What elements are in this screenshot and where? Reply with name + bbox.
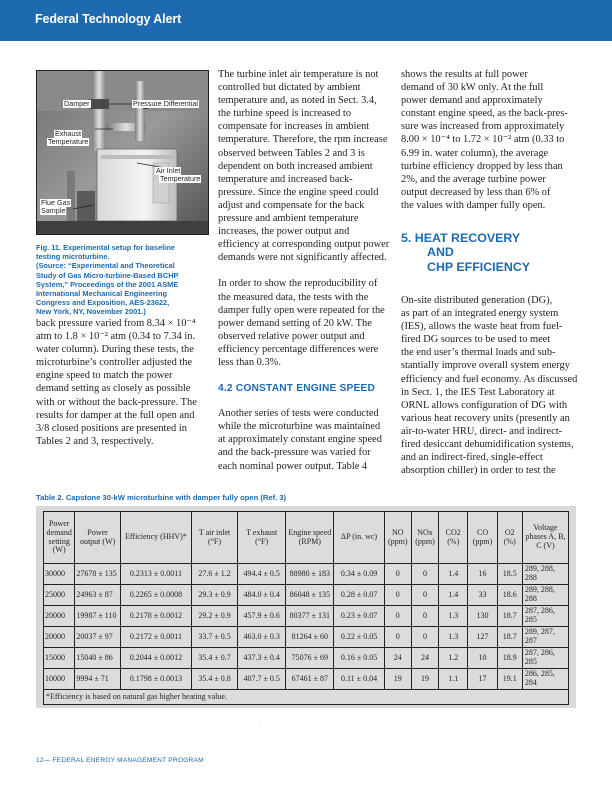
table-cell: 24963 ± 87 bbox=[75, 585, 120, 606]
text-line: back pressure varied from 8.34 × 10⁻⁴ bbox=[36, 318, 196, 329]
table-cell: 457.9 ± 0.6 bbox=[238, 606, 286, 627]
table-2 bbox=[43, 511, 569, 705]
table-cell: 287, 286, 285 bbox=[522, 606, 568, 627]
table-row bbox=[44, 564, 569, 585]
text-line: demand of 30 kW only. At the full bbox=[401, 82, 544, 94]
table-row bbox=[44, 606, 569, 627]
table-header-cell: CO (ppm) bbox=[468, 512, 497, 564]
text-line: demand setting as closely as possible bbox=[36, 383, 191, 395]
label-exhaust-2: Temperature bbox=[48, 137, 89, 146]
table-cell: 15040 ± 86 bbox=[75, 648, 120, 669]
text-line: and an indirect-fired, single-effect bbox=[401, 452, 543, 464]
caption-line: Fig. 11. Experimental setup for baseline bbox=[36, 243, 175, 252]
label-flue-gas-2: Sample bbox=[41, 206, 66, 215]
text-line: 8.00 × 10⁻⁴ to 1.72 × 10⁻² atm (0.33 to bbox=[401, 134, 565, 146]
figure-11-photo bbox=[36, 70, 209, 235]
text-line: engine speed to match the power bbox=[36, 370, 173, 382]
table-cell: 24 bbox=[384, 648, 411, 669]
table-cell: 35.4 ± 0.8 bbox=[192, 669, 238, 690]
table-cell: 0 bbox=[384, 585, 411, 606]
table-cell: 10000 bbox=[44, 669, 75, 690]
caption-line: Study of Gas Micro-turbine-Based BCHP bbox=[36, 270, 179, 280]
left-column-text bbox=[36, 317, 218, 448]
text-line: efficiency percentage differences were bbox=[218, 343, 379, 355]
text-line: 3/8 closed positions are presented in bbox=[36, 422, 187, 434]
table-cell: 18.6 bbox=[497, 585, 522, 606]
table-cell: 0.22 ± 0.05 bbox=[334, 627, 384, 648]
table-footnote: *Efficiency is based on natural gas higher heating value. bbox=[44, 690, 569, 705]
table-cell: 0.2172 ± 0.0011 bbox=[120, 627, 191, 648]
text-line: in Sect. 1, the IES Test Laboratory at bbox=[401, 386, 555, 398]
text-line: efficiency and fuel economy. As discussed bbox=[401, 373, 578, 385]
table-cell: 484.0 ± 0.4 bbox=[238, 585, 286, 606]
text-line: shows the results at full power bbox=[401, 69, 528, 80]
paragraph bbox=[218, 407, 398, 472]
table-cell: 0 bbox=[411, 585, 438, 606]
table-cell: 1.1 bbox=[439, 669, 468, 690]
text-line: observed between Tables 2 and 3 is bbox=[218, 147, 365, 159]
table-cell: 0.23 ± 0.07 bbox=[334, 606, 384, 627]
table-cell: 35.4 ± 0.7 bbox=[192, 648, 238, 669]
table-header-cell: Power output (W) bbox=[75, 512, 120, 564]
page-footer: 12— FEDERAL ENERGY MANAGEMENT PROGRAM bbox=[36, 757, 204, 764]
table-body bbox=[44, 564, 569, 690]
label-pressure-differential: Pressure Differential bbox=[133, 99, 198, 108]
table-cell: 20037 ± 97 bbox=[75, 627, 120, 648]
table-cell: 0.16 ± 0.05 bbox=[334, 648, 384, 669]
text-line: turbine efficiency dropped by less than bbox=[401, 160, 563, 172]
text-line: In order to show the reproducibility of bbox=[218, 278, 378, 290]
table-cell: 17 bbox=[468, 669, 497, 690]
table-cell: 86048 ± 135 bbox=[286, 585, 334, 606]
table-cell: 494.4 ± 0.5 bbox=[238, 564, 286, 585]
caption-line: testing microturbine. bbox=[36, 252, 110, 262]
text-line: each nominal power output. Table 4 bbox=[218, 460, 368, 472]
table-cell: 130 bbox=[468, 606, 497, 627]
table-cell: 286, 285, 284 bbox=[522, 669, 568, 690]
table-cell: 16 bbox=[468, 564, 497, 585]
text-line: ORNL allows configuration of DG with bbox=[401, 399, 568, 411]
table-row bbox=[44, 585, 569, 606]
text-line: power demand and approximately bbox=[401, 95, 543, 107]
paragraph bbox=[218, 277, 398, 369]
table-cell: 407.7 ± 0.5 bbox=[238, 669, 286, 690]
paragraph bbox=[218, 68, 398, 264]
table-row bbox=[44, 669, 569, 690]
text-line: (IES), allows the waste heat from fuel- bbox=[401, 321, 563, 333]
table-header-cell: NOx (ppm) bbox=[411, 512, 438, 564]
text-line: constant engine speed, as the back-pres- bbox=[401, 108, 568, 120]
table-cell: 1.2 bbox=[439, 648, 468, 669]
label-exhaust-1: Exhaust bbox=[55, 129, 81, 138]
table-cell: 24 bbox=[411, 648, 438, 669]
table-header-cell: O2 (%) bbox=[497, 512, 522, 564]
table-cell: 287, 286, 285 bbox=[522, 648, 568, 669]
table-cell: 27678 ± 135 bbox=[75, 564, 120, 585]
caption-line: International Mechanical Engineering bbox=[36, 289, 168, 299]
text-line: temperature and, as noted in Sect. 3.4, bbox=[218, 95, 377, 107]
text-line: dependent on both increased ambient bbox=[218, 160, 373, 172]
table-cell: 0 bbox=[384, 627, 411, 648]
table-cell: 0 bbox=[384, 564, 411, 585]
table-header-cell: Engine speed (RPM) bbox=[286, 512, 334, 564]
section-heading-line: AND bbox=[427, 245, 454, 260]
text-line: at approximately constant engine speed bbox=[218, 434, 382, 446]
table-cell: 0.1798 ± 0.0013 bbox=[120, 669, 191, 690]
section-heading-line: 5. HEAT RECOVERY bbox=[401, 231, 521, 245]
text-line: sure was increased from approximately bbox=[401, 121, 565, 133]
table-cell: 18.7 bbox=[497, 606, 522, 627]
text-line: air-to-water HRU, direct- and indirect- bbox=[401, 425, 563, 437]
table-cell: 0.2178 ± 0.0012 bbox=[120, 606, 191, 627]
table-cell: 67461 ± 87 bbox=[286, 669, 334, 690]
text-line: as part of an integrated energy system bbox=[401, 308, 559, 320]
table-cell: 0.11 ± 0.04 bbox=[334, 669, 384, 690]
table-row bbox=[44, 627, 569, 648]
table-cell: 1.4 bbox=[439, 564, 468, 585]
label-flue-gas-1: Flue Gas bbox=[41, 198, 71, 207]
table-cell: 30000 bbox=[44, 564, 75, 585]
table-cell: 1.3 bbox=[439, 627, 468, 648]
text-line: controlled but dictated by ambient bbox=[218, 82, 361, 94]
text-line: power demand setting of 20 kW. The bbox=[218, 317, 372, 329]
table-cell: 0 bbox=[384, 606, 411, 627]
text-line: the turbine speed is increased to bbox=[218, 108, 352, 120]
paragraph bbox=[36, 317, 218, 448]
table-cell: 15000 bbox=[44, 648, 75, 669]
text-line: fired desiccant dehumidification systems, bbox=[401, 439, 574, 451]
label-air-inlet-2: Temperature bbox=[160, 174, 201, 183]
table-cell: 19 bbox=[411, 669, 438, 690]
table-cell: 0 bbox=[411, 627, 438, 648]
table-2-container bbox=[36, 506, 576, 708]
table-cell: 88980 ± 183 bbox=[286, 564, 334, 585]
text-line: efficiency at corresponding output power bbox=[218, 239, 390, 251]
text-line: absorption chiller) in order to test the bbox=[401, 465, 556, 477]
table-cell: 19.1 bbox=[497, 669, 522, 690]
middle-column-text bbox=[218, 68, 398, 473]
table-cell: 33.7 ± 0.5 bbox=[192, 627, 238, 648]
text-line: 6.99 in. water column), the average bbox=[401, 147, 549, 159]
caption-line: Congress and Exposition, AES-23622, bbox=[36, 298, 170, 308]
table-cell: 10 bbox=[468, 648, 497, 669]
table-cell: 0.2265 ± 0.0008 bbox=[120, 585, 191, 606]
table-cell: 0.2313 ± 0.0011 bbox=[120, 564, 191, 585]
table-cell: 20000 bbox=[44, 606, 75, 627]
stray-mark: . bbox=[259, 722, 261, 728]
table-cell: 0 bbox=[411, 564, 438, 585]
table-cell: 463.0 ± 0.3 bbox=[238, 627, 286, 648]
section-heading bbox=[401, 231, 530, 274]
text-line: damper fully open were repeated for the bbox=[218, 304, 385, 316]
label-damper: Damper bbox=[64, 99, 90, 108]
table-cell: 33 bbox=[468, 585, 497, 606]
table-cell: 0.28 ± 0.07 bbox=[334, 585, 384, 606]
text-line: with or without the back-pressure. The bbox=[36, 396, 197, 408]
table-cell: 81264 ± 60 bbox=[286, 627, 334, 648]
subsection-heading: 4.2 CONSTANT ENGINE SPEED bbox=[218, 383, 376, 395]
caption-line: New York, NY, November 2001.) bbox=[36, 307, 146, 317]
table-cell: 0.2044 ± 0.0012 bbox=[120, 648, 191, 669]
text-line: temperature and increased back- bbox=[218, 173, 353, 185]
table-cell: 18.7 bbox=[497, 627, 522, 648]
table-header-cell: NO (ppm) bbox=[384, 512, 411, 564]
text-line: pressure. Since the engine speed could bbox=[218, 186, 379, 198]
table-header-cell: T air inlet (°F) bbox=[192, 512, 238, 564]
label-air-inlet-1: Air Inlet bbox=[156, 166, 181, 175]
table-cell: 289, 288, 288 bbox=[522, 564, 568, 585]
text-line: demands were not significantly affected. bbox=[218, 252, 387, 264]
text-line: output decreased by less than 6% of bbox=[401, 186, 551, 198]
text-line: Tables 2 and 3, respectively. bbox=[36, 435, 154, 447]
paragraph bbox=[401, 68, 581, 212]
table-cell: 29.3 ± 0.9 bbox=[192, 585, 238, 606]
text-line: and the back-pressure was varied for bbox=[218, 447, 371, 459]
text-line: the measured data, the tests with the bbox=[218, 291, 369, 303]
table-cell: 18.9 bbox=[497, 648, 522, 669]
table-cell: 0 bbox=[411, 606, 438, 627]
text-line: adjust and compensate for the back bbox=[218, 199, 365, 211]
table-cell: 19 bbox=[384, 669, 411, 690]
table-header-cell: ΔP (in. wc) bbox=[334, 512, 384, 564]
table-cell: 75076 ± 69 bbox=[286, 648, 334, 669]
table-cell: 25000 bbox=[44, 585, 75, 606]
text-line: increases, the power output and bbox=[218, 226, 350, 238]
text-line: less than 0.3%. bbox=[218, 356, 281, 368]
table-cell: 20000 bbox=[44, 627, 75, 648]
table-cell: 1.3 bbox=[439, 606, 468, 627]
text-line: water column). During these tests, the bbox=[36, 344, 194, 356]
table-cell: 289, 288, 288 bbox=[522, 585, 568, 606]
table-cell: 437.3 ± 0.4 bbox=[238, 648, 286, 669]
text-line: Another series of tests were conducted bbox=[218, 408, 379, 420]
caption-line: (Source: “Experimental and Theoretical bbox=[36, 261, 175, 271]
text-line: while the microturbine was maintained bbox=[218, 421, 381, 433]
table-header-row bbox=[44, 512, 569, 564]
table-2-caption: Table 2. Capstone 30-kW microturbine with damper fully open (Ref. 3) bbox=[36, 493, 287, 502]
table-cell: 127 bbox=[468, 627, 497, 648]
text-line: On-site distributed generation (DG), bbox=[401, 295, 553, 306]
table-cell: 1.4 bbox=[439, 585, 468, 606]
text-line: compensate for increases in ambient bbox=[218, 121, 370, 133]
section-heading-line: CHP EFFICIENCY bbox=[427, 259, 531, 274]
text-line: The turbine inlet air temperature is not bbox=[218, 69, 379, 80]
text-line: pressure and ambient temperature bbox=[218, 213, 359, 225]
table-cell: 18.5 bbox=[497, 564, 522, 585]
text-line: temperature. Therefore, the rpm increase bbox=[218, 134, 388, 146]
table-cell: 29.2 ± 0.9 bbox=[192, 606, 238, 627]
text-line: 2%, and the average turbine power bbox=[401, 173, 546, 185]
table-cell: 80377 ± 131 bbox=[286, 606, 334, 627]
text-line: the end user’s thermal loads and sub- bbox=[401, 347, 556, 359]
table-row bbox=[44, 648, 569, 669]
table-header-cell: Efficiency (HHV)* bbox=[120, 512, 191, 564]
paragraph bbox=[401, 294, 581, 477]
table-header-cell: CO2 (%) bbox=[439, 512, 468, 564]
table-header-cell: Power demand setting (W) bbox=[44, 512, 75, 564]
table-cell: 0.34 ± 0.09 bbox=[334, 564, 384, 585]
text-line: various heat recovery units (presently an bbox=[401, 412, 570, 424]
table-header-cell: Voltage phases A, B, C (V) bbox=[522, 512, 568, 564]
text-line: the values with damper fully open. bbox=[401, 199, 546, 211]
page-header-title: Federal Technology Alert bbox=[35, 12, 182, 26]
text-line: results for damper at the full open and bbox=[36, 409, 195, 421]
text-line: fired DG sources to be used to meet bbox=[401, 334, 551, 346]
right-column-text-top bbox=[401, 68, 581, 212]
figure-11-caption bbox=[36, 243, 216, 317]
text-line: microturbine’s controller adjusted the bbox=[36, 357, 193, 369]
table-cell: 289, 287, 287 bbox=[522, 627, 568, 648]
caption-line: System,” Proceedings of the 2001 ASME bbox=[36, 279, 179, 289]
right-column-text-bottom bbox=[401, 294, 581, 477]
text-line: observed relative power output and bbox=[218, 330, 365, 342]
table-cell: 9994 ± 71 bbox=[75, 669, 120, 690]
table-cell: 27.6 ± 1.2 bbox=[192, 564, 238, 585]
text-line: stantially improve overall system energy bbox=[401, 360, 570, 372]
table-header-cell: T exhaust (°F) bbox=[238, 512, 286, 564]
text-line: atm to 1.8 × 10⁻² atm (0.34 to 7.34 in. bbox=[36, 331, 196, 343]
table-cell: 19987 ± 110 bbox=[75, 606, 120, 627]
